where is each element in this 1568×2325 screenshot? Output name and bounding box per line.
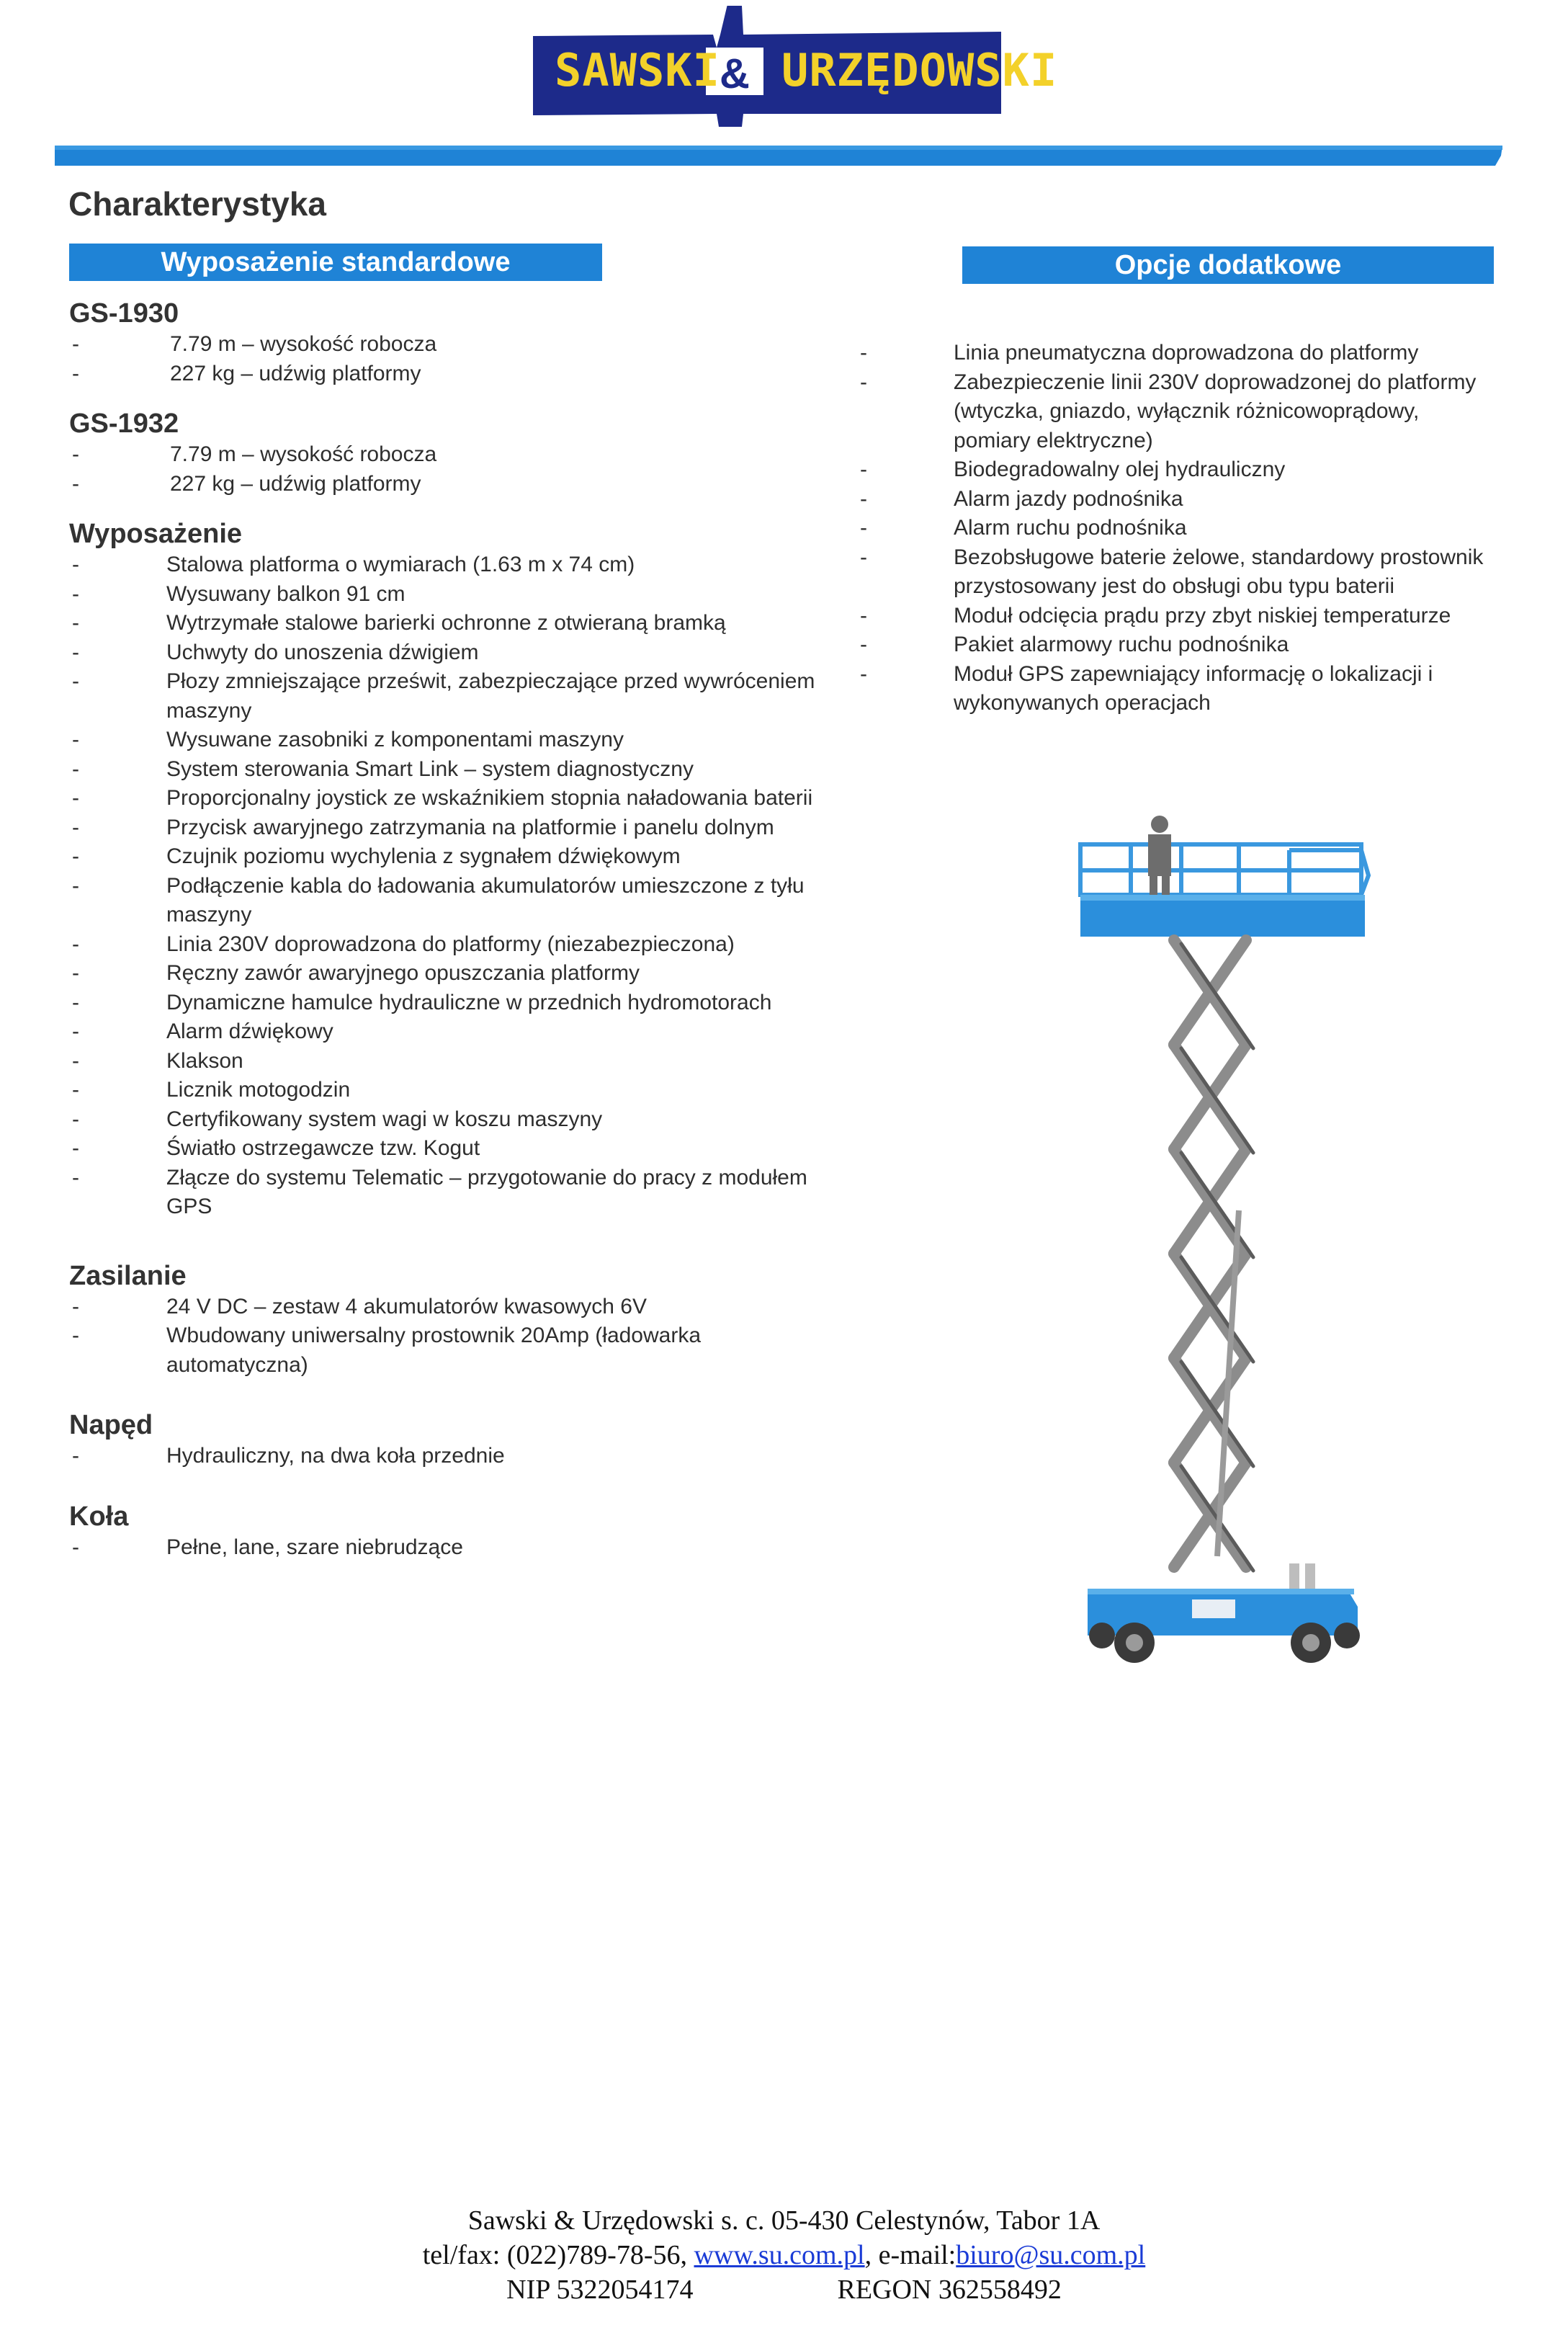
scissor-lift-image — [1073, 807, 1376, 1668]
list-item: - Złącze do systemu Telematic – przygotowanie do pracy z modułem GPS — [69, 1164, 825, 1222]
list-item: - Alarm jazdy podnośnika — [857, 485, 1491, 514]
list-item: - Alarm dźwiękowy — [69, 1017, 825, 1047]
drive-list — [69, 1442, 825, 1471]
options-list — [857, 339, 1491, 718]
list-item: - System sterowania Smart Link – system diagnostyczny — [69, 755, 825, 785]
wheels-title: Koła — [69, 1501, 129, 1532]
equipment-title: Wyposażenie — [69, 519, 243, 549]
logo-text-left: SAWSKI — [555, 44, 720, 97]
list-item: - 7.79 m – wysokość robocza — [69, 330, 825, 360]
power-list — [69, 1293, 825, 1380]
list-item: - Linia pneumatyczna doprowadzona do platformy — [857, 339, 1491, 368]
gs1932-title: GS-1932 — [69, 409, 179, 439]
standard-equipment-header: Wyposażenie standardowe — [69, 244, 602, 281]
logo-text-right: URZĘDOWSKI — [781, 44, 1058, 97]
list-item: - Stalowa platforma o wymiarach (1.63 m x 74 cm) — [69, 550, 825, 580]
page-title: Charakterystyka — [68, 185, 327, 223]
list-item: - Licznik motogodzin — [69, 1076, 825, 1105]
list-item: - 227 kg – udźwig platformy — [69, 470, 825, 499]
list-item: - Czujnik poziomu wychylenia z sygnałem dźwiękowym — [69, 842, 825, 872]
list-item: - Proporcjonalny joystick ze wskaźnikiem stopnia naładowania baterii — [69, 784, 825, 813]
list-item: - Alarm ruchu podnośnika — [857, 514, 1491, 543]
list-item: - Wysuwane zasobniki z komponentami maszyny — [69, 726, 825, 755]
list-item: - Wbudowany uniwersalny prostownik 20Amp (ładowarka automatyczna) — [69, 1321, 825, 1380]
optional-equipment-header: Opcje dodatkowe — [962, 246, 1494, 284]
list-item: - Hydrauliczny, na dwa koła przednie — [69, 1442, 825, 1471]
optional-equipment-column — [857, 339, 1491, 718]
standard-equipment-column — [69, 297, 825, 1562]
list-item: - 24 V DC – zestaw 4 akumulatorów kwasowych 6V — [69, 1293, 825, 1322]
gs1932-specs — [69, 440, 825, 499]
list-item: - Moduł GPS zapewniający informację o lokalizacji i wykonywanych operacjach — [857, 660, 1491, 718]
list-item: - Uchwyty do unoszenia dźwigiem — [69, 638, 825, 668]
list-item: - Klakson — [69, 1047, 825, 1076]
list-item: - Ręczny zawór awaryjnego opuszczania platformy — [69, 959, 825, 989]
list-item: - Płozy zmniejszające prześwit, zabezpieczające przed wywróceniem maszyny — [69, 667, 825, 726]
email-link[interactable]: biuro@su.com.pl — [956, 2240, 1146, 2270]
list-item: - Podłączenie kabla do ładowania akumulatorów umieszczone z tyłu maszyny — [69, 872, 825, 930]
footer-regon: REGON 362558492 — [837, 2275, 1062, 2305]
company-logo — [533, 6, 1058, 127]
list-item: - Światło ostrzegawcze tzw. Kogut — [69, 1134, 825, 1164]
list-item: - Pełne, lane, szare niebrudzące — [69, 1533, 825, 1563]
list-item: - Wytrzymałe stalowe barierki ochronne z otwieraną bramką — [69, 609, 825, 638]
list-item: - Bezobsługowe baterie żelowe, standardowy prostownik przystosowany jest do obsługi obu typu baterii — [857, 543, 1491, 602]
footer-address: Sawski & Urzędowski s. c. 05-430 Celestynów, Tabor 1A — [467, 2205, 1101, 2236]
list-item: - Zabezpieczenie linii 230V doprowadzonej do platformy (wtyczka, gniazdo, wyłącznik różnicowoprądowy, pomiary elektryczne) — [857, 368, 1491, 456]
drive-title: Napęd — [69, 1410, 153, 1440]
footer — [0, 2203, 1568, 2307]
footer-phone: tel/fax: (022)789-78-56, — [422, 2240, 694, 2270]
equipment-list — [69, 550, 825, 1222]
footer-nip: NIP 5322054174 — [506, 2275, 694, 2305]
list-item: - 7.79 m – wysokość robocza — [69, 440, 825, 470]
list-item: - Dynamiczne hamulce hydrauliczne w przednich hydromotorach — [69, 989, 825, 1018]
list-item: - Przycisk awaryjnego zatrzymania na platformie i panelu dolnym — [69, 813, 825, 843]
footer-contact — [0, 2238, 1568, 2272]
list-item: - Certyfikowany system wagi w koszu maszyny — [69, 1105, 825, 1135]
website-link[interactable]: www.su.com.pl — [694, 2240, 865, 2270]
list-item: - Moduł odcięcia prądu przy zbyt niskiej temperaturze — [857, 602, 1491, 631]
list-item: - Biodegradowalny olej hydrauliczny — [857, 455, 1491, 485]
list-item: - Linia 230V doprowadzona do platformy (niezabezpieczona) — [69, 930, 825, 960]
logo-ampersand: & — [720, 50, 750, 97]
gs1930-title: GS-1930 — [69, 298, 179, 329]
list-item: - 227 kg – udźwig platformy — [69, 360, 825, 389]
header-band — [55, 146, 1502, 166]
footer-email-prefix: , e-mail: — [864, 2240, 957, 2270]
wheels-list — [69, 1533, 825, 1563]
power-title: Zasilanie — [69, 1260, 187, 1291]
gs1930-specs — [69, 330, 825, 388]
footer-registration — [0, 2272, 1568, 2307]
list-item: - Wysuwany balkon 91 cm — [69, 580, 825, 610]
list-item: - Pakiet alarmowy ruchu podnośnika — [857, 630, 1491, 660]
